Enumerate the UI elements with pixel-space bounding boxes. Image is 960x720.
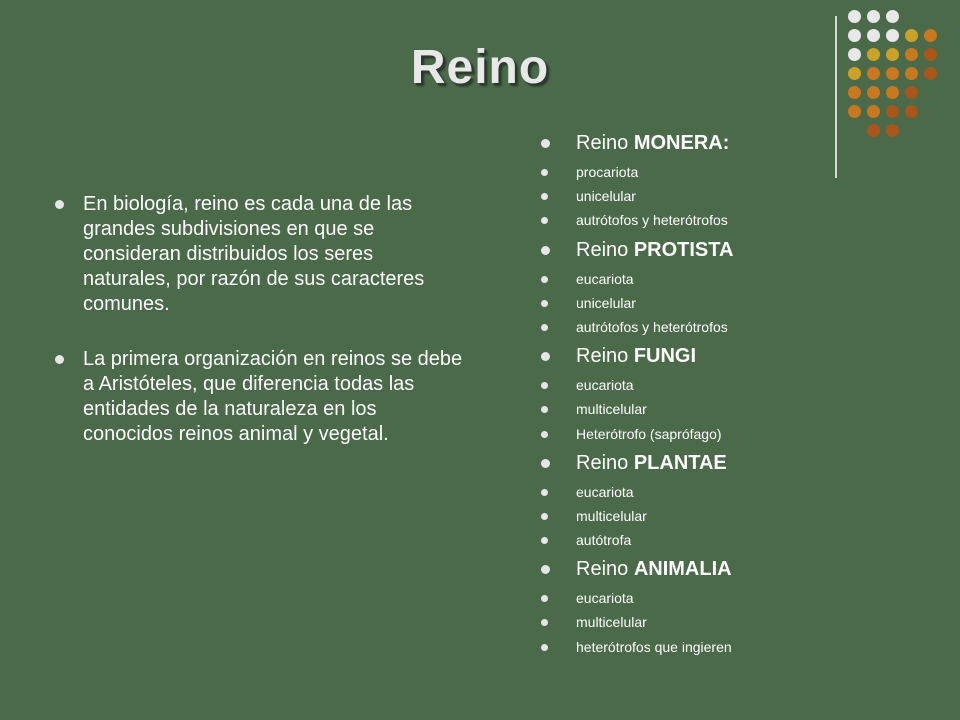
bullet-icon: [541, 459, 550, 468]
kingdom-prefix: Reino: [576, 451, 634, 474]
kingdom-prefix: Reino: [576, 345, 634, 368]
decorative-dot: [848, 10, 861, 23]
kingdom-trait: [540, 397, 820, 421]
kingdom-trait: [540, 635, 820, 659]
kingdom-trait: [540, 528, 820, 552]
kingdom-trait: [540, 422, 820, 446]
decorative-dot: [886, 124, 899, 137]
trait-text: eucariota: [576, 377, 634, 394]
kingdom-heading: [540, 339, 820, 373]
decorative-divider: [835, 16, 837, 178]
decorative-dot: [924, 29, 937, 42]
kingdom-trait: [540, 267, 820, 291]
decorative-dot: [867, 124, 880, 137]
decorative-dot: [924, 48, 937, 61]
decorative-dot: [867, 10, 880, 23]
trait-text: multicelular: [576, 614, 647, 631]
kingdom-name: PLANTAE: [633, 451, 727, 474]
decorative-dot: [867, 86, 880, 99]
decorative-dot: [848, 67, 861, 80]
decorative-dot: [848, 86, 861, 99]
kingdom-trait: [540, 586, 820, 610]
decorative-dot: [905, 48, 918, 61]
trait-text: multicelular: [576, 507, 647, 524]
bullet-icon: [541, 169, 548, 176]
decorative-dot: [905, 29, 918, 42]
decorative-dot: [905, 67, 918, 80]
kingdom-trait: [540, 504, 820, 528]
bullet-icon: [541, 489, 548, 496]
bullet-icon: [541, 644, 548, 651]
kingdom-prefix: Reino: [576, 558, 634, 581]
decorative-dot: [886, 105, 899, 118]
trait-text: autótrofa: [576, 532, 632, 549]
trait-text: autrótofos y heterótrofos: [576, 212, 728, 229]
decorative-dot: [848, 48, 861, 61]
paragraph-text: La primera organización en reinos se debe a Aristóteles, que diferencia todas las entidades de la naturaleza en los conocidos reinos animal y vegetal.: [83, 348, 463, 445]
bullet-icon: [55, 200, 64, 209]
kingdom-trait: [540, 160, 820, 184]
kingdom-heading: [540, 233, 820, 267]
bullet-icon: [541, 193, 548, 200]
left-column: [55, 192, 465, 477]
kingdom-heading: [540, 552, 820, 586]
bullet-icon: [541, 406, 548, 413]
kingdom-heading: [540, 446, 820, 480]
decorative-dot: [886, 10, 899, 23]
kingdom-trait: [540, 291, 820, 315]
paragraph-text: En biología, reino es cada una de las grandes subdivisiones en que se consideran distribuidos los seres naturales, por razón de sus caracteres comunes.: [83, 193, 425, 315]
kingdom-prefix: Reino: [576, 132, 634, 154]
kingdom-name: FUNGI: [633, 345, 697, 368]
decorative-dot: [905, 105, 918, 118]
trait-text: unicelular: [576, 294, 636, 311]
trait-text: heterótrofos que ingieren: [576, 638, 732, 655]
decorative-dot: [886, 67, 899, 80]
decorative-dot: [867, 29, 880, 42]
decorative-dot: [867, 105, 880, 118]
decorative-dot: [905, 86, 918, 99]
trait-text: Heterótrofo (saprófago): [576, 425, 722, 442]
trait-text: multicelular: [576, 401, 647, 418]
kingdom-prefix: Reino: [576, 238, 634, 261]
slide-title: Reino: [410, 41, 550, 94]
kingdom-name: MONERA:: [633, 132, 730, 154]
kingdom-list: [540, 126, 820, 659]
bullet-icon: [541, 619, 548, 626]
decorative-dot: [848, 105, 861, 118]
kingdom-trait: [540, 480, 820, 504]
decorative-dot: [867, 48, 880, 61]
bullet-icon: [541, 139, 550, 148]
bullet-icon: [541, 352, 550, 361]
trait-text: eucariota: [576, 483, 634, 500]
kingdom-trait: [540, 184, 820, 208]
bullet-icon: [541, 431, 548, 438]
decorative-dot: [886, 48, 899, 61]
kingdom-trait: [540, 208, 820, 232]
kingdom-heading: [540, 126, 820, 160]
kingdom-name: ANIMALIA: [633, 558, 732, 581]
decorative-dot: [848, 29, 861, 42]
bullet-icon: [541, 246, 550, 255]
trait-text: autrótofos y heterótrofos: [576, 318, 728, 335]
bullet-icon: [541, 595, 548, 602]
trait-text: eucariota: [576, 270, 634, 287]
trait-text: procariota: [576, 164, 639, 180]
bullet-icon: [55, 355, 64, 364]
decorative-dot: [867, 67, 880, 80]
bullet-icon: [541, 565, 550, 574]
trait-text: eucariota: [576, 590, 634, 607]
paragraph-definition: [55, 192, 465, 317]
bullet-icon: [541, 300, 548, 307]
trait-text: unicelular: [576, 188, 636, 205]
bullet-icon: [541, 382, 548, 389]
bullet-icon: [541, 276, 548, 283]
kingdom-name: PROTISTA: [633, 238, 734, 261]
decorative-dot-grid: [848, 10, 948, 160]
bullet-icon: [541, 217, 548, 224]
decorative-dot: [886, 86, 899, 99]
kingdom-trait: [540, 610, 820, 634]
kingdom-trait: [540, 315, 820, 339]
bullet-icon: [541, 537, 548, 544]
decorative-dot: [886, 29, 899, 42]
paragraph-history: [55, 347, 465, 447]
bullet-icon: [541, 324, 548, 331]
bullet-icon: [541, 513, 548, 520]
kingdom-trait: [540, 373, 820, 397]
decorative-dot: [924, 67, 937, 80]
